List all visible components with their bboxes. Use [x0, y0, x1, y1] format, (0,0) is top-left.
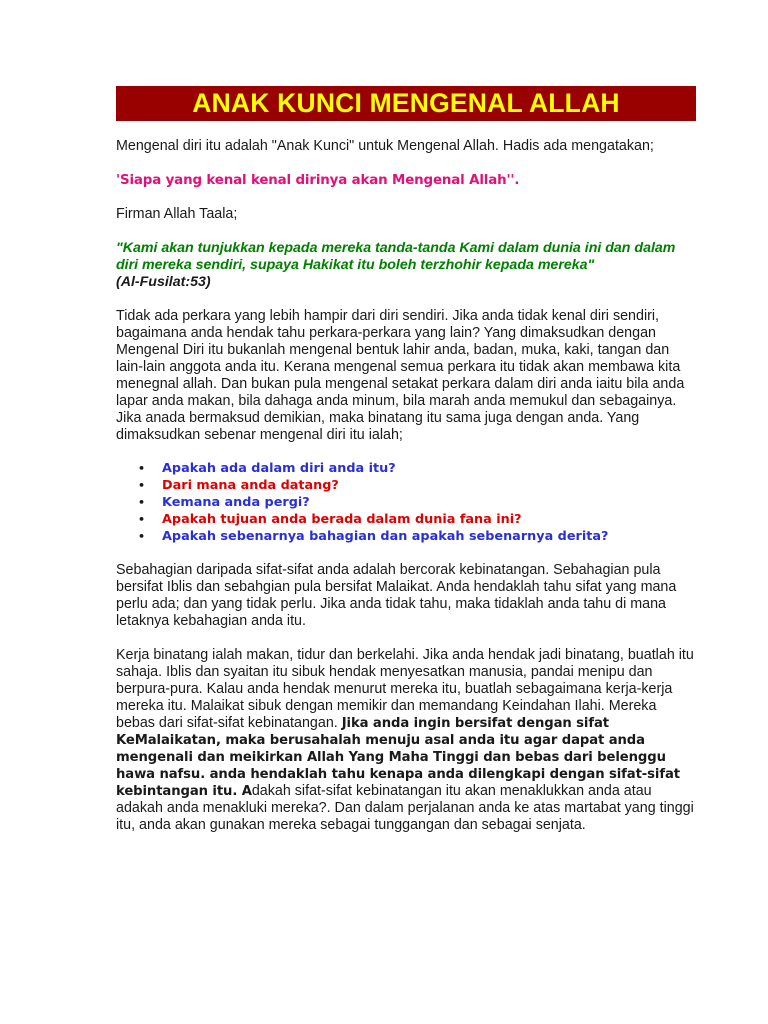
- document-title: ANAK KUNCI MENGENAL ALLAH: [192, 88, 620, 118]
- question-text: Kemana anda pergi?: [162, 495, 310, 510]
- quran-reference: (Al-Fusilat:53): [116, 274, 211, 290]
- document-page: [116, 86, 696, 834]
- paragraph-3: [116, 647, 696, 834]
- quran-quote: "Kami akan tunjukkan kepada mereka tanda-tanda Kami dalam dunia ini dan dalam diri mereka sendiri, supaya Hakikat itu boleh terzhohir kepada mereka": [116, 240, 676, 273]
- hadith-quote: 'Siapa yang kenal kenal dirinya akan Mengenal Allah''.: [116, 173, 520, 188]
- list-item: [138, 477, 696, 494]
- question-text: Dari mana anda datang?: [162, 478, 339, 493]
- list-item: [138, 460, 696, 477]
- list-item: [138, 511, 696, 528]
- list-item: [138, 528, 696, 545]
- paragraph-1: Tidak ada perkara yang lebih hampir dari diri sendiri. Jika anda tidak kenal diri sendiri, bagaimana anda hendak tahu perkara-perkara yang lain? Yang dimaksudkan dengan Mengenal Diri itu bukanlah mengenal bentuk lahir anda, badan, muka, kaki, tangan dan lain-lain anggota anda itu. Kerana mengenal semua perkara itu tidak akan membawa kita menegnal allah. Dan bukan pula mengenal setakat perkara dalam diri anda iaitu bila anda lapar anda makan, bila dahaga anda minum, bila marah anda memukul dan sebagainya. Jika anada bermaksud demikian, maka binatang itu sama juga dengan anda. Yang dimaksudkan sebenar mengenal diri itu ialah;: [116, 308, 685, 443]
- intro-paragraph: Mengenal diri itu adalah "Anak Kunci" untuk Mengenal Allah. Hadis ada mengatakan;: [116, 138, 654, 154]
- bullet-icon: •: [138, 496, 146, 509]
- bullet-icon: •: [138, 530, 146, 543]
- question-text: Apakah tujuan anda berada dalam dunia fana ini?: [162, 512, 522, 527]
- list-item: [138, 494, 696, 511]
- question-text: Apakah sebenarnya bahagian dan apakah sebenarnya derita?: [162, 529, 609, 544]
- bullet-icon: •: [138, 513, 146, 526]
- paragraph-3-part-1: Kerja binatang ialah makan, tidur dan berkelahi. Jika anda hendak jadi binatang, buatlah itu sahaja. Iblis dan syaitan itu sibuk hendak menyesatkan manusia, pandai menipu dan berpura-pura. Kalau anda hendak menurut mereka itu, buatlah sebagaimana kerja-kerja mereka itu. Malaikat sibuk dengan memikir dan memandang Keindahan Ilahi. Mereka bebas dari sifat-sifat kebinatangan.: [116, 647, 694, 731]
- paragraph-3-part-2: dakah sifat-sifat kebinatangan itu akan menaklukkan anda atau adakah anda menakluki mereka?. Dan dalam perjalanan anda ke atas martabat yang tinggi itu, anda akan gunakan mereka sebagai tunggangan dan sebagai senjata.: [116, 783, 694, 833]
- paragraph-3-bold: Jika anda ingin bersifat dengan sifat KeMalaikatan, maka berusahalah menuju asal anda itu agar dapat anda mengenali dan meikirkan Allah Yang Maha Tinggi dan bebas dari belenggu hawa nafsu. anda hendaklah tahu kenapa anda dilengkapi dengan sifat-sifat kebintangan itu. A: [116, 716, 680, 799]
- questions-list: [116, 460, 696, 545]
- bullet-icon: •: [138, 462, 146, 475]
- firman-label: Firman Allah Taala;: [116, 206, 238, 222]
- quran-quote-block: [116, 240, 696, 291]
- question-text: Apakah ada dalam diri anda itu?: [162, 461, 396, 476]
- paragraph-2: Sebahagian daripada sifat-sifat anda adalah bercorak kebinatangan. Sebahagian pula bersifat Iblis dan sebahgian pula bersifat Malaikat. Anda hendaklah tahu sifat yang mana perlu ada; dan yang tidak perlu. Jika anda tidak tahu, maka tidaklah anda tahu di mana letaknya kebahagian anda itu.: [116, 562, 677, 629]
- bullet-icon: •: [138, 479, 146, 492]
- title-banner: [116, 86, 696, 121]
